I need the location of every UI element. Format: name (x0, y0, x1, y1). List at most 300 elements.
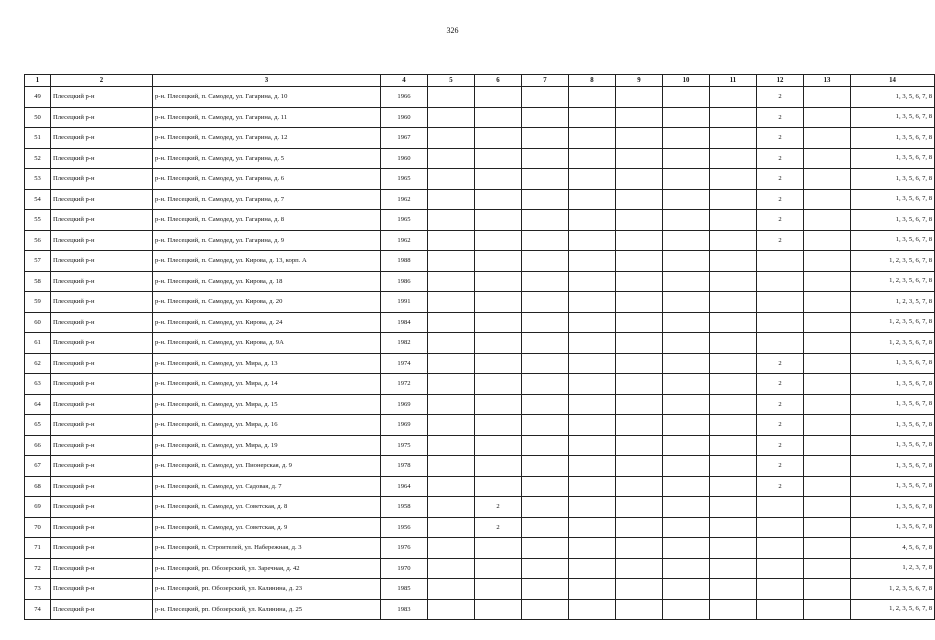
col14-text: 1, 2, 3, 5, 6, 7, 8 (889, 584, 932, 592)
table-row (25, 271, 935, 292)
district-cell: Плесецкий р-н (51, 271, 153, 292)
col14-text: 1, 3, 5, 6, 7, 8 (895, 236, 932, 244)
district-cell: Плесецкий р-н (51, 210, 153, 231)
col11-cell (710, 148, 757, 169)
col9-cell (616, 189, 663, 210)
column-header-4: 4 (381, 75, 428, 87)
col8-cell (569, 374, 616, 395)
address-cell: р-н. Плесецкий, рп. Обозерский, ул. Калинина, д. 23 (153, 579, 381, 600)
col6-cell (475, 230, 522, 251)
col7-cell (522, 107, 569, 128)
table-row (25, 415, 935, 436)
col14-cell (851, 107, 935, 128)
year-cell: 1967 (381, 128, 428, 149)
col11-cell (710, 271, 757, 292)
col7-cell (522, 599, 569, 620)
col14-text: 1, 2, 3, 5, 6, 7, 8 (889, 318, 932, 326)
row-number-cell: 51 (25, 128, 51, 149)
col12-cell (757, 599, 804, 620)
col12-cell (757, 579, 804, 600)
col14-cell (851, 394, 935, 415)
year-cell: 1984 (381, 312, 428, 333)
col12-cell: 2 (757, 128, 804, 149)
col11-cell (710, 333, 757, 354)
table-row (25, 189, 935, 210)
col8-cell (569, 271, 616, 292)
col11-cell (710, 476, 757, 497)
col5-cell (428, 333, 475, 354)
col13-cell (804, 148, 851, 169)
col11-cell (710, 599, 757, 620)
year-cell: 1991 (381, 292, 428, 313)
col12-cell: 2 (757, 476, 804, 497)
col6-cell (475, 251, 522, 272)
row-number-cell: 55 (25, 210, 51, 231)
table-row (25, 476, 935, 497)
col9-cell (616, 476, 663, 497)
col14-cell (851, 353, 935, 374)
col14-text: 1, 3, 5, 6, 7, 8 (895, 154, 932, 162)
table-row (25, 148, 935, 169)
col10-cell (663, 87, 710, 108)
address-cell: р-н. Плесецкий, п. Самодед, ул. Кирова, д. 18 (153, 271, 381, 292)
col6-cell (475, 128, 522, 149)
col14-text: 1, 3, 5, 6, 7, 8 (895, 133, 932, 141)
col10-cell (663, 107, 710, 128)
col14-cell (851, 415, 935, 436)
col10-cell (663, 230, 710, 251)
col11-cell (710, 456, 757, 477)
col6-cell (475, 148, 522, 169)
col10-cell (663, 271, 710, 292)
col9-cell (616, 271, 663, 292)
col8-cell (569, 312, 616, 333)
year-cell: 1972 (381, 374, 428, 395)
address-cell: р-н. Плесецкий, п. Самодед, ул. Гагарина, д. 10 (153, 87, 381, 108)
col7-cell (522, 456, 569, 477)
district-cell: Плесецкий р-н (51, 292, 153, 313)
col10-cell (663, 189, 710, 210)
address-cell: р-н. Плесецкий, п. Самодед, ул. Мира, д. 14 (153, 374, 381, 395)
year-cell: 1966 (381, 87, 428, 108)
col11-cell (710, 353, 757, 374)
col9-cell (616, 230, 663, 251)
col5-cell (428, 230, 475, 251)
col5-cell (428, 87, 475, 108)
table-row (25, 558, 935, 579)
col7-cell (522, 210, 569, 231)
col14-text: 1, 2, 3, 5, 7, 8 (895, 297, 932, 305)
col9-cell (616, 353, 663, 374)
col6-cell (475, 271, 522, 292)
address-cell: р-н. Плесецкий, п. Самодед, ул. Мира, д. 15 (153, 394, 381, 415)
col14-cell (851, 456, 935, 477)
col8-cell (569, 292, 616, 313)
col14-text: 1, 3, 5, 6, 7, 8 (895, 215, 932, 223)
col9-cell (616, 169, 663, 190)
table-row (25, 599, 935, 620)
col8-cell (569, 558, 616, 579)
column-header-14: 14 (851, 75, 935, 87)
address-cell: р-н. Плесецкий, п. Самодед, ул. Мира, д. 19 (153, 435, 381, 456)
col13-cell (804, 210, 851, 231)
col10-cell (663, 128, 710, 149)
district-cell: Плесецкий р-н (51, 107, 153, 128)
year-cell: 1982 (381, 333, 428, 354)
col13-cell (804, 189, 851, 210)
row-number-cell: 59 (25, 292, 51, 313)
col11-cell (710, 230, 757, 251)
col11-cell (710, 517, 757, 538)
col5-cell (428, 169, 475, 190)
col11-cell (710, 538, 757, 559)
col6-cell (475, 456, 522, 477)
row-number-cell: 66 (25, 435, 51, 456)
col12-cell (757, 558, 804, 579)
col14-text: 1, 2, 3, 7, 8 (902, 564, 932, 572)
col14-cell (851, 374, 935, 395)
col13-cell (804, 312, 851, 333)
col10-cell (663, 497, 710, 518)
col10-cell (663, 599, 710, 620)
col13-cell (804, 87, 851, 108)
col14-text: 1, 3, 5, 6, 7, 8 (895, 461, 932, 469)
col11-cell (710, 312, 757, 333)
row-number-cell: 67 (25, 456, 51, 477)
col8-cell (569, 394, 616, 415)
col6-cell: 2 (475, 517, 522, 538)
col6-cell (475, 374, 522, 395)
col7-cell (522, 538, 569, 559)
col13-cell (804, 169, 851, 190)
col8-cell (569, 128, 616, 149)
col14-text: 1, 3, 5, 6, 7, 8 (895, 502, 932, 510)
col7-cell (522, 251, 569, 272)
col13-cell (804, 497, 851, 518)
table-row (25, 497, 935, 518)
col11-cell (710, 189, 757, 210)
col6-cell (475, 415, 522, 436)
address-cell: р-н. Плесецкий, рп. Обозерский, ул. Калинина, д. 25 (153, 599, 381, 620)
col11-cell (710, 87, 757, 108)
col14-text: 4, 5, 6, 7, 8 (902, 543, 932, 551)
row-number-cell: 52 (25, 148, 51, 169)
col7-cell (522, 374, 569, 395)
col11-cell (710, 394, 757, 415)
district-cell: Плесецкий р-н (51, 497, 153, 518)
col8-cell (569, 169, 616, 190)
col8-cell (569, 210, 616, 231)
year-cell: 1956 (381, 517, 428, 538)
col10-cell (663, 579, 710, 600)
district-cell: Плесецкий р-н (51, 128, 153, 149)
col14-text: 1, 2, 3, 5, 6, 7, 8 (889, 256, 932, 264)
col6-cell (475, 312, 522, 333)
table-body (25, 87, 935, 620)
table-row (25, 517, 935, 538)
row-number-cell: 70 (25, 517, 51, 538)
district-cell: Плесецкий р-н (51, 456, 153, 477)
col11-cell (710, 251, 757, 272)
col10-cell (663, 538, 710, 559)
row-number-cell: 71 (25, 538, 51, 559)
col5-cell (428, 538, 475, 559)
col10-cell (663, 333, 710, 354)
col12-cell: 2 (757, 435, 804, 456)
col9-cell (616, 579, 663, 600)
col5-cell (428, 271, 475, 292)
col6-cell (475, 169, 522, 190)
col6-cell (475, 599, 522, 620)
col5-cell (428, 148, 475, 169)
col8-cell (569, 107, 616, 128)
year-cell: 1958 (381, 497, 428, 518)
col14-cell (851, 312, 935, 333)
address-cell: р-н. Плесецкий, п. Самодед, ул. Мира, д. 13 (153, 353, 381, 374)
col10-cell (663, 415, 710, 436)
col9-cell (616, 497, 663, 518)
district-cell: Плесецкий р-н (51, 374, 153, 395)
col13-cell (804, 107, 851, 128)
col5-cell (428, 394, 475, 415)
col9-cell (616, 394, 663, 415)
col14-text: 1, 3, 5, 6, 7, 8 (895, 482, 932, 490)
row-number-cell: 62 (25, 353, 51, 374)
col6-cell (475, 333, 522, 354)
address-cell: р-н. Плесецкий, п. Самодед, ул. Советская, д. 9 (153, 517, 381, 538)
col13-cell (804, 292, 851, 313)
year-cell: 1964 (381, 476, 428, 497)
column-header-5: 5 (428, 75, 475, 87)
address-cell: р-н. Плесецкий, рп. Обозерский, ул. Заречная, д. 42 (153, 558, 381, 579)
col12-cell: 2 (757, 456, 804, 477)
col12-cell (757, 271, 804, 292)
col13-cell (804, 476, 851, 497)
col14-cell (851, 169, 935, 190)
year-cell: 1965 (381, 210, 428, 231)
col7-cell (522, 497, 569, 518)
col6-cell (475, 558, 522, 579)
col10-cell (663, 394, 710, 415)
table-row (25, 251, 935, 272)
col9-cell (616, 333, 663, 354)
table-row (25, 230, 935, 251)
col13-cell (804, 394, 851, 415)
year-cell: 1978 (381, 456, 428, 477)
column-header-3: 3 (153, 75, 381, 87)
col9-cell (616, 292, 663, 313)
district-cell: Плесецкий р-н (51, 251, 153, 272)
col12-cell: 2 (757, 87, 804, 108)
year-cell: 1962 (381, 230, 428, 251)
col7-cell (522, 476, 569, 497)
col8-cell (569, 230, 616, 251)
address-cell: р-н. Плесецкий, п. Самодед, ул. Кирова, д. 20 (153, 292, 381, 313)
col8-cell (569, 517, 616, 538)
col9-cell (616, 312, 663, 333)
col13-cell (804, 415, 851, 436)
col5-cell (428, 251, 475, 272)
col12-cell: 2 (757, 148, 804, 169)
year-cell: 1988 (381, 251, 428, 272)
table-row (25, 292, 935, 313)
district-cell: Плесецкий р-н (51, 312, 153, 333)
header-row (25, 75, 935, 87)
table-row (25, 210, 935, 231)
col7-cell (522, 353, 569, 374)
column-header-10: 10 (663, 75, 710, 87)
col12-cell (757, 497, 804, 518)
row-number-cell: 60 (25, 312, 51, 333)
col7-cell (522, 292, 569, 313)
district-cell: Плесецкий р-н (51, 599, 153, 620)
year-cell: 1962 (381, 189, 428, 210)
district-cell: Плесецкий р-н (51, 169, 153, 190)
col10-cell (663, 558, 710, 579)
table-row (25, 353, 935, 374)
column-header-12: 12 (757, 75, 804, 87)
col5-cell (428, 374, 475, 395)
col6-cell (475, 107, 522, 128)
column-header-2: 2 (51, 75, 153, 87)
district-cell: Плесецкий р-н (51, 538, 153, 559)
col12-cell (757, 333, 804, 354)
col12-cell (757, 251, 804, 272)
col14-cell (851, 538, 935, 559)
col8-cell (569, 148, 616, 169)
col7-cell (522, 415, 569, 436)
col6-cell (475, 353, 522, 374)
address-cell: р-н. Плесецкий, п. Строителей, ул. Набережная, д. 3 (153, 538, 381, 559)
column-header-11: 11 (710, 75, 757, 87)
row-number-cell: 68 (25, 476, 51, 497)
district-cell: Плесецкий р-н (51, 353, 153, 374)
col12-cell: 2 (757, 415, 804, 436)
col6-cell (475, 394, 522, 415)
column-header-6: 6 (475, 75, 522, 87)
col5-cell (428, 128, 475, 149)
column-header-1: 1 (25, 75, 51, 87)
col7-cell (522, 558, 569, 579)
row-number-cell: 56 (25, 230, 51, 251)
row-number-cell: 65 (25, 415, 51, 436)
col8-cell (569, 456, 616, 477)
col5-cell (428, 517, 475, 538)
col11-cell (710, 107, 757, 128)
col13-cell (804, 538, 851, 559)
col8-cell (569, 87, 616, 108)
col10-cell (663, 374, 710, 395)
col5-cell (428, 189, 475, 210)
col8-cell (569, 599, 616, 620)
col13-cell (804, 251, 851, 272)
col13-cell (804, 517, 851, 538)
col7-cell (522, 312, 569, 333)
col12-cell: 2 (757, 169, 804, 190)
col5-cell (428, 210, 475, 231)
row-number-cell: 50 (25, 107, 51, 128)
col14-cell (851, 87, 935, 108)
address-cell: р-н. Плесецкий, п. Самодед, ул. Советская, д. 8 (153, 497, 381, 518)
col7-cell (522, 128, 569, 149)
col6-cell (475, 189, 522, 210)
table-row (25, 312, 935, 333)
table-row (25, 579, 935, 600)
col10-cell (663, 251, 710, 272)
year-cell: 1975 (381, 435, 428, 456)
col9-cell (616, 87, 663, 108)
address-cell: р-н. Плесецкий, п. Самодед, ул. Садовая, д. 7 (153, 476, 381, 497)
year-cell: 1976 (381, 538, 428, 559)
col11-cell (710, 558, 757, 579)
year-cell: 1969 (381, 394, 428, 415)
col5-cell (428, 599, 475, 620)
row-number-cell: 58 (25, 271, 51, 292)
year-cell: 1985 (381, 579, 428, 600)
district-cell: Плесецкий р-н (51, 333, 153, 354)
col14-text: 1, 3, 5, 6, 7, 8 (895, 420, 932, 428)
table-row (25, 374, 935, 395)
col9-cell (616, 456, 663, 477)
district-cell: Плесецкий р-н (51, 415, 153, 436)
col7-cell (522, 271, 569, 292)
col10-cell (663, 169, 710, 190)
year-cell: 1960 (381, 107, 428, 128)
col14-text: 1, 3, 5, 6, 7, 8 (895, 379, 932, 387)
table-row (25, 394, 935, 415)
col8-cell (569, 333, 616, 354)
col6-cell (475, 292, 522, 313)
col13-cell (804, 128, 851, 149)
col9-cell (616, 374, 663, 395)
col9-cell (616, 599, 663, 620)
col13-cell (804, 374, 851, 395)
table-row (25, 87, 935, 108)
col12-cell (757, 312, 804, 333)
col6-cell (475, 87, 522, 108)
col13-cell (804, 230, 851, 251)
col7-cell (522, 435, 569, 456)
col9-cell (616, 107, 663, 128)
col9-cell (616, 435, 663, 456)
column-header-8: 8 (569, 75, 616, 87)
district-cell: Плесецкий р-н (51, 579, 153, 600)
col13-cell (804, 333, 851, 354)
col14-cell (851, 497, 935, 518)
address-cell: р-н. Плесецкий, п. Самодед, ул. Гагарина, д. 7 (153, 189, 381, 210)
col12-cell: 2 (757, 107, 804, 128)
address-cell: р-н. Плесецкий, п. Самодед, ул. Гагарина, д. 12 (153, 128, 381, 149)
col14-text: 1, 2, 3, 5, 6, 7, 8 (889, 605, 932, 613)
row-number-cell: 53 (25, 169, 51, 190)
district-cell: Плесецкий р-н (51, 517, 153, 538)
col8-cell (569, 415, 616, 436)
col7-cell (522, 87, 569, 108)
address-cell: р-н. Плесецкий, п. Самодед, ул. Пионерская, д. 9 (153, 456, 381, 477)
col14-text: 1, 3, 5, 6, 7, 8 (895, 92, 932, 100)
address-cell: р-н. Плесецкий, п. Самодед, ул. Гагарина, д. 6 (153, 169, 381, 190)
col14-text: 1, 3, 5, 6, 7, 8 (895, 441, 932, 449)
table-row (25, 538, 935, 559)
col14-text: 1, 2, 3, 5, 6, 7, 8 (889, 338, 932, 346)
col10-cell (663, 517, 710, 538)
col5-cell (428, 435, 475, 456)
col6-cell (475, 435, 522, 456)
year-cell: 1965 (381, 169, 428, 190)
col8-cell (569, 353, 616, 374)
col5-cell (428, 312, 475, 333)
col10-cell (663, 312, 710, 333)
